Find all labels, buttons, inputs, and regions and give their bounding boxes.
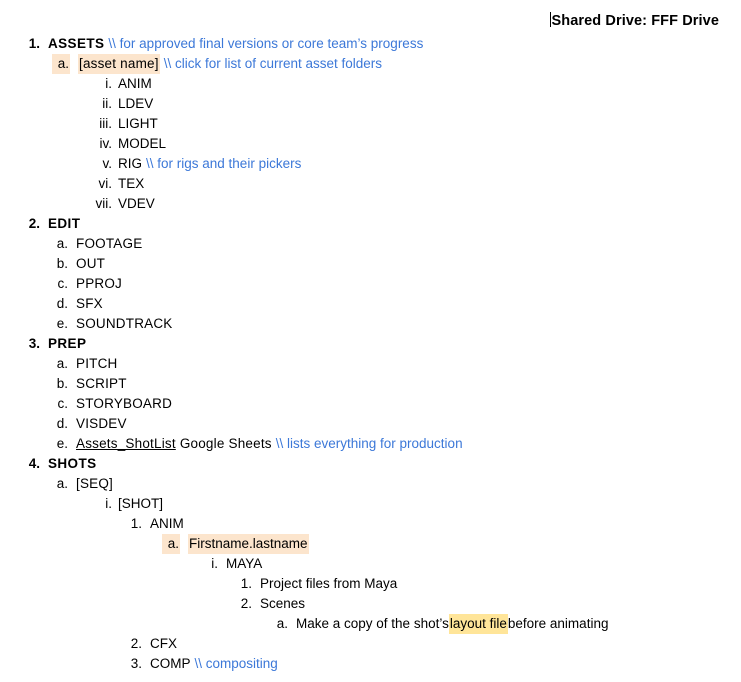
edit-item-label[interactable]: FOOTAGE xyxy=(76,236,143,251)
list-item-edit xyxy=(22,214,741,334)
text-cursor xyxy=(550,12,551,27)
shot-label[interactable]: [SHOT] xyxy=(118,496,164,511)
edit-row-pproj xyxy=(52,274,741,294)
list-item xyxy=(52,314,741,334)
page-header xyxy=(550,12,720,29)
artist-row xyxy=(162,534,741,554)
seq-label[interactable]: [SEQ] xyxy=(76,476,114,491)
list-marker: 3. xyxy=(130,656,142,671)
prep-item-label[interactable]: SCRIPT xyxy=(76,376,127,391)
list-marker: a. xyxy=(276,616,288,631)
list-marker: 4. xyxy=(28,456,40,471)
list-marker: d. xyxy=(56,296,68,311)
maya-row-project-files xyxy=(236,574,741,594)
header-title: Shared Drive: FFF Drive xyxy=(551,13,719,29)
anim-label[interactable]: ANIM xyxy=(150,516,184,531)
list-item-seq xyxy=(52,474,741,674)
outline-level-4-departments xyxy=(126,514,741,674)
list-item xyxy=(90,74,741,94)
artist-label[interactable]: Firstname.lastname xyxy=(188,534,309,554)
outline-level-7-maya-items xyxy=(236,574,741,634)
outline-level-5-artist xyxy=(162,534,741,634)
list-marker: d. xyxy=(56,416,68,431)
list-marker: 2. xyxy=(130,636,142,651)
list-marker: i. xyxy=(211,556,218,571)
list-item-assets xyxy=(22,34,741,214)
comp-comment: \\ compositing xyxy=(194,656,278,671)
edit-label: EDIT xyxy=(48,216,81,231)
shots-row xyxy=(22,454,741,474)
edit-item-label[interactable]: OUT xyxy=(76,256,106,271)
folder-row-tex xyxy=(90,174,741,194)
list-marker: iii. xyxy=(99,116,112,131)
comp-row xyxy=(126,654,741,674)
folder-comment: \\ for rigs and their pickers xyxy=(146,156,302,171)
prep-item-label[interactable]: VISDEV xyxy=(76,416,127,431)
cfx-label[interactable]: CFX xyxy=(150,636,177,651)
shots-label: SHOTS xyxy=(48,456,97,471)
maya-item-label: Project files from Maya xyxy=(260,576,398,591)
list-item xyxy=(52,234,741,254)
list-marker: 3. xyxy=(28,336,40,351)
folder-label[interactable]: ANIM xyxy=(118,76,152,91)
prep-item-label[interactable]: STORYBOARD xyxy=(76,396,173,411)
list-item xyxy=(52,294,741,314)
prep-row xyxy=(22,334,741,354)
edit-row-sfx xyxy=(52,294,741,314)
maya-label[interactable]: MAYA xyxy=(226,556,263,571)
list-item xyxy=(236,574,741,594)
prep-row-assets-shotlist xyxy=(52,434,741,454)
folder-label[interactable]: VDEV xyxy=(118,196,155,211)
outline-level-3-asset-folders xyxy=(90,74,741,214)
edit-row-soundtrack xyxy=(52,314,741,334)
comp-label[interactable]: COMP xyxy=(150,656,191,671)
assets-label: ASSETS xyxy=(48,36,105,51)
maya-row-scenes xyxy=(236,594,741,614)
list-marker: b. xyxy=(56,376,68,391)
folder-label[interactable]: MODEL xyxy=(118,136,167,151)
list-item-scenes xyxy=(236,594,741,634)
list-marker: v. xyxy=(102,156,112,171)
list-marker: e. xyxy=(56,316,68,331)
list-marker: iv. xyxy=(99,136,112,151)
list-item-artist xyxy=(162,534,741,634)
maya-item-label[interactable]: Scenes xyxy=(260,596,306,611)
folder-row-anim xyxy=(90,74,741,94)
anim-row xyxy=(126,514,741,534)
list-item xyxy=(52,254,741,274)
prep-row-storyboard xyxy=(52,394,741,414)
list-item-cfx xyxy=(126,634,741,654)
list-item-asset-name xyxy=(52,54,741,214)
folder-row-ldev xyxy=(90,94,741,114)
list-item-comp xyxy=(126,654,741,674)
maya-row xyxy=(200,554,741,574)
list-item-shot xyxy=(90,494,741,674)
assets-shotlist-link[interactable]: Assets_ShotList xyxy=(76,436,176,451)
list-marker: 2. xyxy=(240,596,252,611)
outline-level-8-scenes-note xyxy=(272,614,741,634)
outline-level-6-maya xyxy=(200,554,741,634)
prep-row-pitch xyxy=(52,354,741,374)
seq-row xyxy=(52,474,741,494)
assets-comment: \\ for approved final versions or core team’s progress xyxy=(108,36,424,51)
assets-shotlist-comment: \\ lists everything for production xyxy=(275,436,463,451)
list-marker: ii. xyxy=(102,96,112,111)
folder-row-model xyxy=(90,134,741,154)
list-marker: i. xyxy=(105,76,112,91)
list-item xyxy=(90,94,741,114)
list-marker: i. xyxy=(105,496,112,511)
list-marker: 1. xyxy=(28,36,40,51)
list-item xyxy=(52,354,741,374)
list-marker: a. xyxy=(56,356,68,371)
list-item-shots xyxy=(22,454,741,674)
scenes-note-prefix: Make a copy of the shot’s xyxy=(296,616,449,631)
outline-root xyxy=(0,34,741,674)
folder-label[interactable]: LIGHT xyxy=(118,116,158,131)
edit-row-footage xyxy=(52,234,741,254)
outline-level-2-prep xyxy=(52,354,741,454)
list-marker: 1. xyxy=(240,576,252,591)
list-item xyxy=(52,374,741,394)
outline-level-2-shots xyxy=(52,474,741,674)
list-item-maya xyxy=(200,554,741,634)
list-marker: 2. xyxy=(28,216,40,231)
list-item-prep xyxy=(22,334,741,454)
list-marker: b. xyxy=(56,256,68,271)
prep-item-label[interactable]: PITCH xyxy=(76,356,118,371)
asset-name-row xyxy=(52,54,741,74)
list-marker: a. xyxy=(162,534,180,554)
edit-item-label[interactable]: SOUNDTRACK xyxy=(76,316,173,331)
edit-row-out xyxy=(52,254,741,274)
prep-row-visdev xyxy=(52,414,741,434)
asset-name-comment: \\ click for list of current asset folders xyxy=(163,56,383,71)
folder-label[interactable]: LDEV xyxy=(118,96,154,111)
list-item-scenes-note xyxy=(272,614,741,634)
list-marker: vii. xyxy=(95,196,112,211)
list-item xyxy=(90,194,741,214)
list-item xyxy=(52,274,741,294)
edit-row xyxy=(22,214,741,234)
list-item xyxy=(90,114,741,134)
list-marker: e. xyxy=(56,436,68,451)
asset-name-label[interactable]: [asset name] xyxy=(78,54,160,74)
list-marker: a. xyxy=(56,476,68,491)
prep-label: PREP xyxy=(48,336,87,351)
edit-item-label[interactable]: PPROJ xyxy=(76,276,123,291)
list-marker: a. xyxy=(56,236,68,251)
list-item xyxy=(90,134,741,154)
scenes-note-row xyxy=(272,614,741,634)
folder-row-vdev xyxy=(90,194,741,214)
outline-level-3-shot xyxy=(90,494,741,674)
folder-label[interactable]: RIG xyxy=(118,156,143,171)
list-item xyxy=(52,394,741,414)
layout-file-highlight: layout file xyxy=(449,614,508,634)
folder-row-rig xyxy=(90,154,741,174)
list-item-anim xyxy=(126,514,741,634)
prep-row-script xyxy=(52,374,741,394)
outline-level-2-assets xyxy=(52,54,741,214)
list-marker: 1. xyxy=(130,516,142,531)
scenes-note-suffix: before animating xyxy=(507,616,609,631)
list-item xyxy=(52,414,741,434)
assets-row xyxy=(22,34,741,54)
folder-label[interactable]: TEX xyxy=(118,176,145,191)
shot-row xyxy=(90,494,741,514)
list-marker: c. xyxy=(57,396,68,411)
outline-level-1 xyxy=(0,34,741,674)
edit-item-label[interactable]: SFX xyxy=(76,296,103,311)
list-item-assets-shotlist xyxy=(52,434,741,454)
list-marker: c. xyxy=(57,276,68,291)
list-marker: vi. xyxy=(98,176,112,191)
assets-shotlist-suffix: Google Sheets xyxy=(179,436,272,451)
list-marker: a. xyxy=(52,54,70,74)
list-item xyxy=(90,174,741,194)
cfx-row xyxy=(126,634,741,654)
outline-level-2-edit xyxy=(52,234,741,334)
folder-row-light xyxy=(90,114,741,134)
list-item xyxy=(90,154,741,174)
